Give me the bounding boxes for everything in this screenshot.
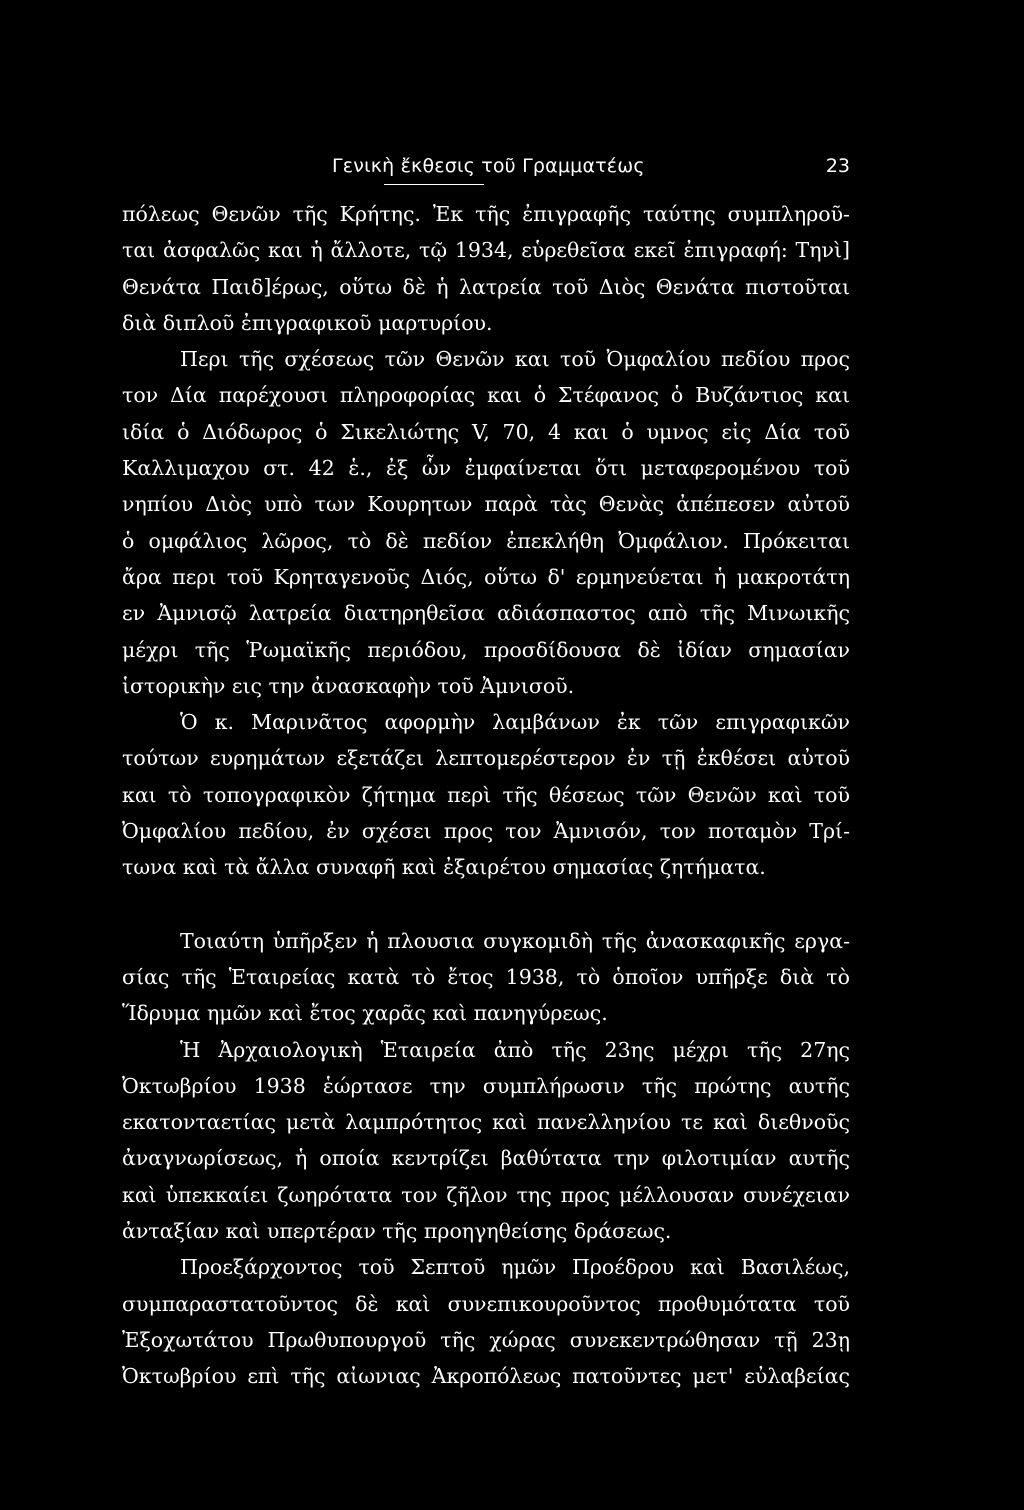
text-line: Ὀμφαλίου πεδίου, ἐν σχέσει προς τον Ἀμνισόν, τον ποταμὸν Τρί- (122, 819, 850, 844)
text-line: ἄρα περι τοῦ Κρηταγενοῦς Διός, οὕτω δ' ερμηνεύεται ἡ μακροτάτη (122, 564, 850, 589)
text-line: διὰ διπλοῦ ἐπιγραφικοῦ μαρτυρίου. (122, 310, 493, 335)
text-line: τούτων ευρημάτων εξετάζει λεπτομερέστερον ἐν τῇ ἐκθέσει αὐτοῦ (122, 746, 850, 771)
text-line: ἀνταξίαν καὶ υπερτέραν τῆς προηγηθείσης δράσεως. (122, 1219, 672, 1244)
text-line: Ἵδρυμα ημῶν καὶ ἔτος χαρᾶς καὶ πανηγύρεως. (122, 1001, 608, 1026)
text-line: σίας τῆς Ἑταιρείας κατὰ τὸ ἔτος 1938, τὸ ὁποῖον υπῆρξε διὰ τὸ (122, 964, 850, 989)
text-line: ὁ ομφάλιος λῶρος, τὸ δὲ πεδίον ἐπεκλήθη Ὀμφάλιον. Πρόκειται (122, 528, 850, 553)
text-line: Προεξάρχοντος τοῦ Σεπτοῦ ημῶν Προέδρου καὶ Βασιλέως, (180, 1255, 850, 1280)
page-header (122, 155, 850, 185)
text-line: Ἐξοχωτάτου Πρωθυπουργοῦ τῆς χώρας συνεκεντρώθησαν τῇ 23ῃ (122, 1327, 850, 1352)
running-title: Γενικὴ ἔκθεσις τοῦ Γραμματέως (332, 155, 645, 177)
text-line: νηπίου Διὸς υπὸ των Κουρητων παρὰ τὰς Θενὰς ἀπέπεσεν αὐτοῦ (122, 492, 850, 517)
text-line: ται ἀσφαλῶς και ἡ ἄλλοτε, τῷ 1934, εὑρεθεῖσα εκεῖ ἐπιγραφή: Τηνὶ] (122, 238, 850, 263)
paragraph (122, 341, 850, 704)
text-line: Θενάτα Παιδ]έρως, οὕτω δὲ ἡ λατρεία τοῦ Διὸς Θενάτα πιστοῦται (122, 274, 850, 299)
text-line: εν Ἀμνισῷ λατρεία διατηρηθεῖσα αδιάσπαστος απὸ τῆς Μινωικῆς (122, 601, 850, 626)
text-line: Τοιαύτη ὑπῆρξεν ἡ πλουσια συγκομιδὴ τῆς ἀνασκαφικῆς εργα- (180, 928, 850, 953)
text-line: πόλεως Θενῶν τῆς Κρήτης. Ἐκ τῆς ἐπιγραφῆς ταύτης συμπληροῦ- (122, 202, 850, 226)
paragraph (122, 1032, 850, 1250)
text-line: ιδία ὁ Διόδωρος ὁ Σικελιώτης V, 70, 4 και ὁ υμνος εἰς Δία τοῦ (122, 419, 850, 444)
text-line: ἀναγνωρίσεως, ἡ οποία κεντρίζει βαθύτατα την φιλοτιμίαν αυτῆς (122, 1146, 850, 1171)
paragraph (122, 196, 850, 341)
text-line: εκατονταετίας μετὰ λαμπρότητος καὶ πανελληνίου τε καὶ διεθνοῦς (122, 1110, 850, 1135)
text-line: Ὀκτωβρίου 1938 ἑώρτασε την συμπλήρωσιν τῆς πρώτης αυτῆς (122, 1073, 850, 1098)
header-rule (384, 184, 484, 185)
text-line: Καλλιμαχου στ. 42 ἑ., ἐξ ὧν ἐμφαίνεται ὅτι μεταφερομένου τοῦ (122, 456, 850, 481)
text-line: Περι τῆς σχέσεως τῶν Θενῶν και τοῦ Ὀμφαλίου πεδίου προς (180, 347, 850, 372)
paragraph (122, 1249, 850, 1394)
paragraph-gap (122, 886, 850, 923)
text-line: Ὀκτωβρίου επὶ τῆς αἰωνιας Ἀκροπόλεως πατοῦντες μετ' εὐλαβείας (122, 1364, 850, 1389)
paragraph (122, 704, 850, 885)
text-line: Ὁ κ. Μαρινᾶτος αφορμὴν λαμβάνων ἐκ τῶν επιγραφικῶν (180, 710, 850, 735)
page-number: 23 (825, 155, 850, 177)
paragraph (122, 923, 850, 1032)
text-line: τωνα καὶ τὰ ἄλλα συναφῆ καὶ ἐξαιρέτου σημασίας ζητήματα. (122, 855, 766, 880)
text-line: τον Δία παρέχουσι πληροφορίας και ὁ Στέφανος ὁ Βυζάντιος και (122, 383, 850, 408)
text-line: συμπαραστατοῦντος δὲ καὶ συνεπικουροῦντος προθυμότατα τοῦ (122, 1291, 850, 1316)
text-line: και τὸ τοπογραφικὸν ζήτημα περὶ τῆς θέσεως τῶν Θενῶν καὶ τοῦ (122, 782, 850, 807)
text-line: καὶ ὑπεκκαίει ζωηρότατα τον ζῆλον της προς μέλλουσαν συνέχειαν (122, 1182, 850, 1207)
body-text (122, 196, 850, 1395)
text-line: Ἡ Ἀρχαιολογικὴ Ἑταιρεία ἀπὸ τῆς 23ης μέχρι τῆς 27ης (180, 1037, 850, 1062)
text-line: ἱστορικὴν εις την ἀνασκαφὴν τοῦ Ἀμνισοῦ. (122, 673, 575, 698)
text-line: μέχρι τῆς Ῥωμαϊκῆς περιόδου, προσδίδουσα δὲ ἰδίαν σημασίαν (122, 637, 850, 662)
